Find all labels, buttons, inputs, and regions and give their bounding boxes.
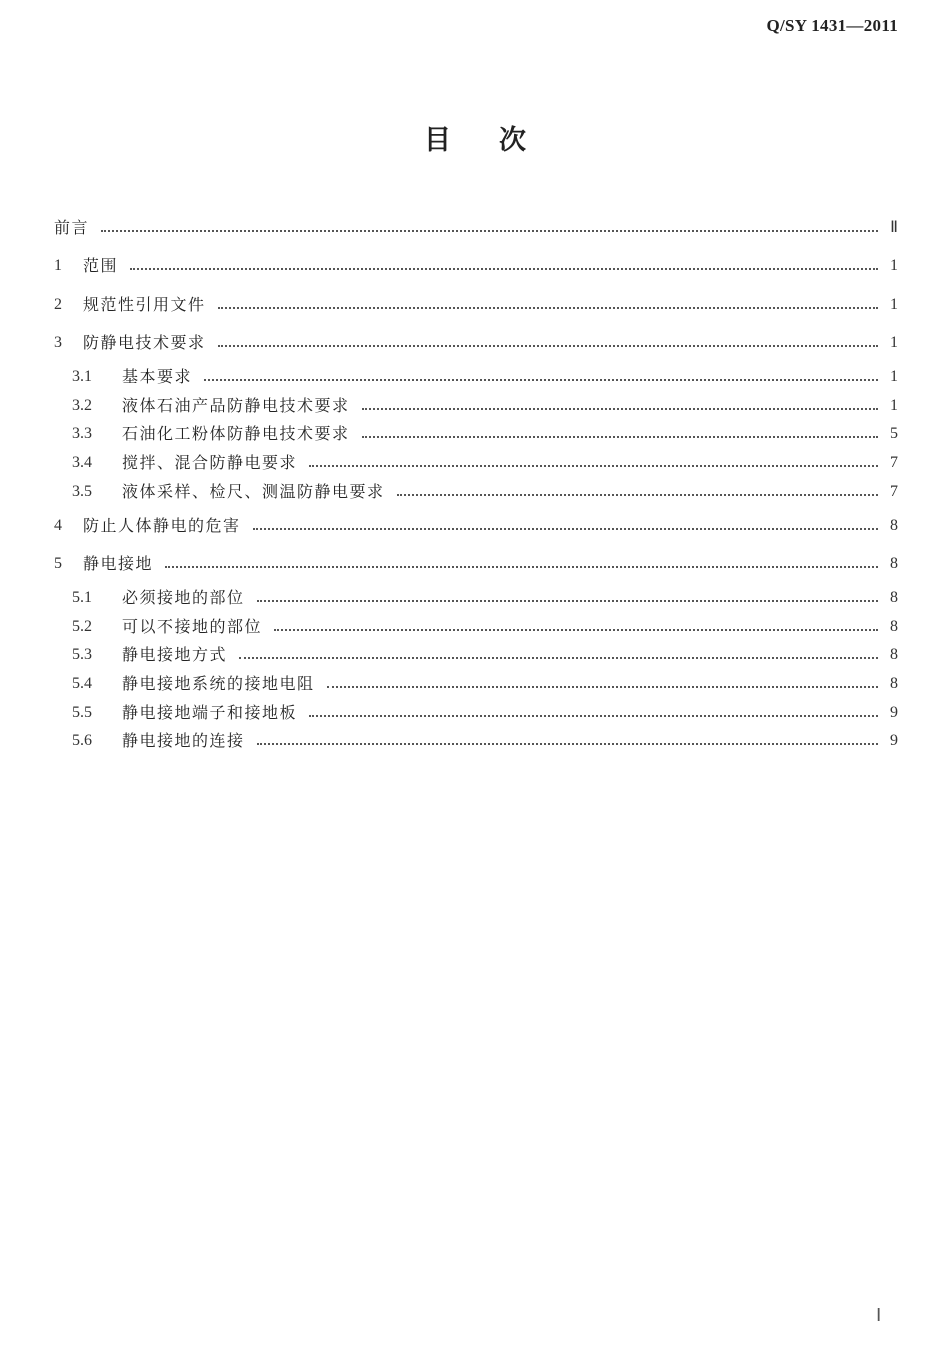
dot-leader	[257, 742, 878, 745]
toc-entry-page: 8	[890, 618, 898, 635]
toc-entry-page: 9	[890, 704, 898, 721]
toc-entry-label: 液体采样、检尺、测温防静电要求	[122, 482, 385, 501]
toc-entry-label: 必须接地的部位	[122, 588, 245, 607]
toc-entry-3-4[interactable]	[72, 451, 898, 475]
toc-entry-number: 3.3	[72, 425, 92, 442]
toc-entry-label: 范围	[83, 256, 119, 275]
dot-leader	[239, 656, 878, 659]
toc-entry-page: 7	[890, 483, 898, 500]
toc-entry-number: 1	[54, 257, 62, 274]
toc-entry-label: 规范性引用文件	[83, 295, 206, 314]
dot-leader	[309, 714, 878, 717]
toc-entry-2[interactable]	[54, 293, 898, 317]
dot-leader	[101, 229, 878, 232]
toc-entry-page: 5	[890, 425, 898, 442]
toc-entry-number: 5	[54, 555, 62, 572]
dot-leader	[218, 344, 878, 347]
toc-entry-page: 1	[890, 368, 898, 385]
toc-entry-5[interactable]	[54, 552, 898, 576]
toc-entry-5-1[interactable]	[72, 586, 898, 610]
dot-leader	[130, 267, 878, 270]
toc-entry-page: 1	[890, 397, 898, 414]
toc-entry-page: 1	[890, 334, 898, 351]
toc-entry-3[interactable]	[54, 331, 898, 355]
toc-entry-label: 基本要求	[122, 367, 193, 386]
toc-entry-page: 8	[890, 589, 898, 606]
toc-entry-5-6[interactable]	[72, 729, 898, 753]
toc-entry-label: 静电接地端子和接地板	[122, 703, 298, 722]
toc-entry-number: 3.5	[72, 483, 92, 500]
toc-entry-number: 3.1	[72, 368, 92, 385]
standard-number: Q/SY 1431—2011	[766, 16, 898, 35]
toc-entry-number: 5.5	[72, 704, 92, 721]
toc-entry-number: 3.4	[72, 454, 92, 471]
page-title: 目次	[424, 125, 574, 156]
toc-entry-label: 前言	[54, 218, 90, 237]
toc-entry-label: 液体石油产品防静电技术要求	[122, 396, 350, 415]
toc-entry-label: 静电接地方式	[122, 645, 228, 664]
dot-leader	[327, 685, 878, 688]
toc-entry-label: 石油化工粉体防静电技术要求	[122, 424, 350, 443]
toc-entry-3-5[interactable]	[72, 480, 898, 504]
toc-entry-5-5[interactable]	[72, 701, 898, 725]
toc-entry-number: 5.2	[72, 618, 92, 635]
toc-entry-page: 1	[890, 257, 898, 274]
toc-entry-label: 静电接地的连接	[122, 731, 245, 750]
dot-leader	[309, 464, 878, 467]
toc-entry-number: 3	[54, 334, 62, 351]
toc-entry-3-2[interactable]	[72, 394, 898, 418]
dot-leader	[274, 628, 878, 631]
toc-entry-label: 静电接地	[83, 554, 154, 573]
toc-entry-label: 防止人体静电的危害	[83, 516, 241, 535]
toc-entry-5-2[interactable]	[72, 615, 898, 639]
toc-entry-page: Ⅱ	[890, 219, 898, 236]
toc-entry-number: 5.6	[72, 732, 92, 749]
dot-leader	[165, 565, 878, 568]
toc-entry-number: 5.4	[72, 675, 92, 692]
toc-entry-page: 8	[890, 555, 898, 572]
toc-entry-page: 8	[890, 517, 898, 534]
toc-entry-page: 1	[890, 296, 898, 313]
toc-entry-label: 静电接地系统的接地电阻	[122, 674, 315, 693]
toc-entry-number: 4	[54, 517, 62, 534]
toc-entry-label: 搅拌、混合防静电要求	[122, 453, 298, 472]
toc-entry-number: 2	[54, 296, 62, 313]
toc-entry-1[interactable]	[54, 254, 898, 278]
toc-entry-label: 防静电技术要求	[83, 333, 206, 352]
toc-entry-4[interactable]	[54, 514, 898, 538]
toc-entry-3-1[interactable]	[72, 365, 898, 389]
dot-leader	[253, 527, 878, 530]
dot-leader	[362, 407, 878, 410]
toc-entry-page: 9	[890, 732, 898, 749]
page-number: Ⅰ	[876, 1305, 882, 1325]
dot-leader	[204, 378, 878, 381]
toc-entry-3-3[interactable]	[72, 422, 898, 446]
toc-entry-page: 7	[890, 454, 898, 471]
dot-leader	[218, 306, 878, 309]
toc-entry-5-4[interactable]	[72, 672, 898, 696]
toc-entry-5-3[interactable]	[72, 643, 898, 667]
toc-entry-label: 可以不接地的部位	[122, 617, 263, 636]
toc-entry-number: 3.2	[72, 397, 92, 414]
dot-leader	[257, 599, 878, 602]
dot-leader	[362, 435, 878, 438]
toc-entry-page: 8	[890, 675, 898, 692]
toc-entry-foreword[interactable]	[54, 216, 898, 240]
dot-leader	[397, 493, 878, 496]
toc-entry-page: 8	[890, 646, 898, 663]
toc-entry-number: 5.3	[72, 646, 92, 663]
toc-entry-number: 5.1	[72, 589, 92, 606]
